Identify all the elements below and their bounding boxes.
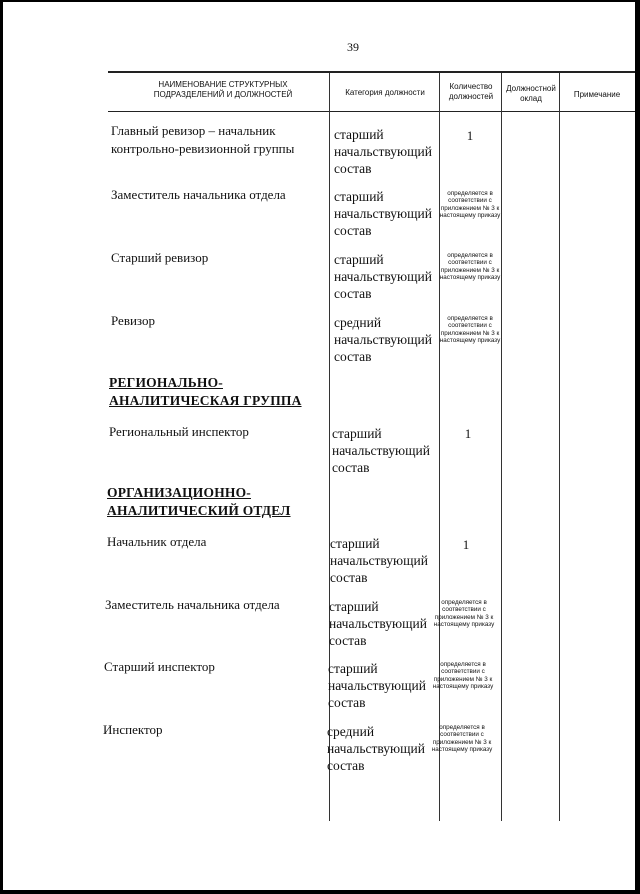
position-quantity: определяется в соответствии с приложением № 3 к настоящему приказу (431, 724, 493, 754)
header-name-column: НАИМЕНОВАНИЕ СТРУКТУРНЫХ ПОДРАЗДЕЛЕНИЙ И ДОЛЖНОСТЕЙ (153, 80, 293, 99)
table-header-rule (108, 111, 635, 112)
section-heading: ОРГАНИЗАЦИОННО-АНАЛИТИЧЕСКИЙ ОТДЕЛ (107, 485, 291, 518)
position-quantity: определяется в соответствии с приложением № 3 к настоящему приказу (439, 190, 501, 220)
page-number: 39 (347, 40, 359, 54)
section-heading: РЕГИОНАЛЬНО-АНАЛИТИЧЕСКАЯ ГРУППА (109, 375, 302, 408)
header-salary-column: Должностной оклад (506, 84, 556, 103)
position-category: старший начальствующий состав (328, 661, 426, 710)
header-note-column: Примечание (573, 90, 621, 99)
position-name: Региональный инспектор (109, 424, 249, 439)
position-quantity: определяется в соответствии с приложением № 3 к настоящему приказу (439, 315, 501, 345)
table-top-rule (108, 71, 635, 73)
position-category: старший начальствующий состав (334, 127, 432, 176)
position-category: старший начальствующий состав (334, 189, 432, 238)
column-divider (501, 73, 502, 821)
position-category: старший начальствующий состав (334, 252, 432, 301)
position-name: Главный ревизор – начальник контрольно-ревизионной группы (111, 123, 295, 156)
position-category: старший начальствующий состав (330, 536, 428, 585)
position-category: старший начальствующий состав (332, 426, 430, 475)
column-divider (439, 73, 440, 821)
position-category: средний начальствующий состав (327, 724, 425, 773)
position-quantity: определяется в соответствии с приложением № 3 к настоящему приказу (439, 252, 501, 282)
position-quantity: 1 (464, 426, 472, 441)
header-quantity-column: Количество должностей (448, 82, 494, 101)
position-quantity: 1 (466, 128, 474, 143)
position-category: старший начальствующий состав (329, 599, 427, 648)
position-name: Заместитель начальника отдела (111, 187, 286, 202)
position-quantity: определяется в соответствии с приложением № 3 к настоящему приказу (432, 661, 494, 691)
position-quantity: определяется в соответствии с приложением № 3 к настоящему приказу (433, 599, 495, 629)
column-divider (559, 73, 560, 821)
position-name: Заместитель начальника отдела (105, 597, 280, 612)
position-category: средний начальствующий состав (334, 315, 432, 364)
position-name: Старший инспектор (104, 659, 215, 674)
position-name: Инспектор (103, 722, 163, 737)
position-name: Старший ревизор (111, 250, 209, 265)
header-category-column: Категория должности (345, 88, 425, 97)
position-quantity: 1 (462, 537, 470, 552)
document-page (3, 2, 635, 890)
position-name: Начальник отдела (107, 534, 207, 549)
position-name: Ревизор (111, 313, 155, 328)
